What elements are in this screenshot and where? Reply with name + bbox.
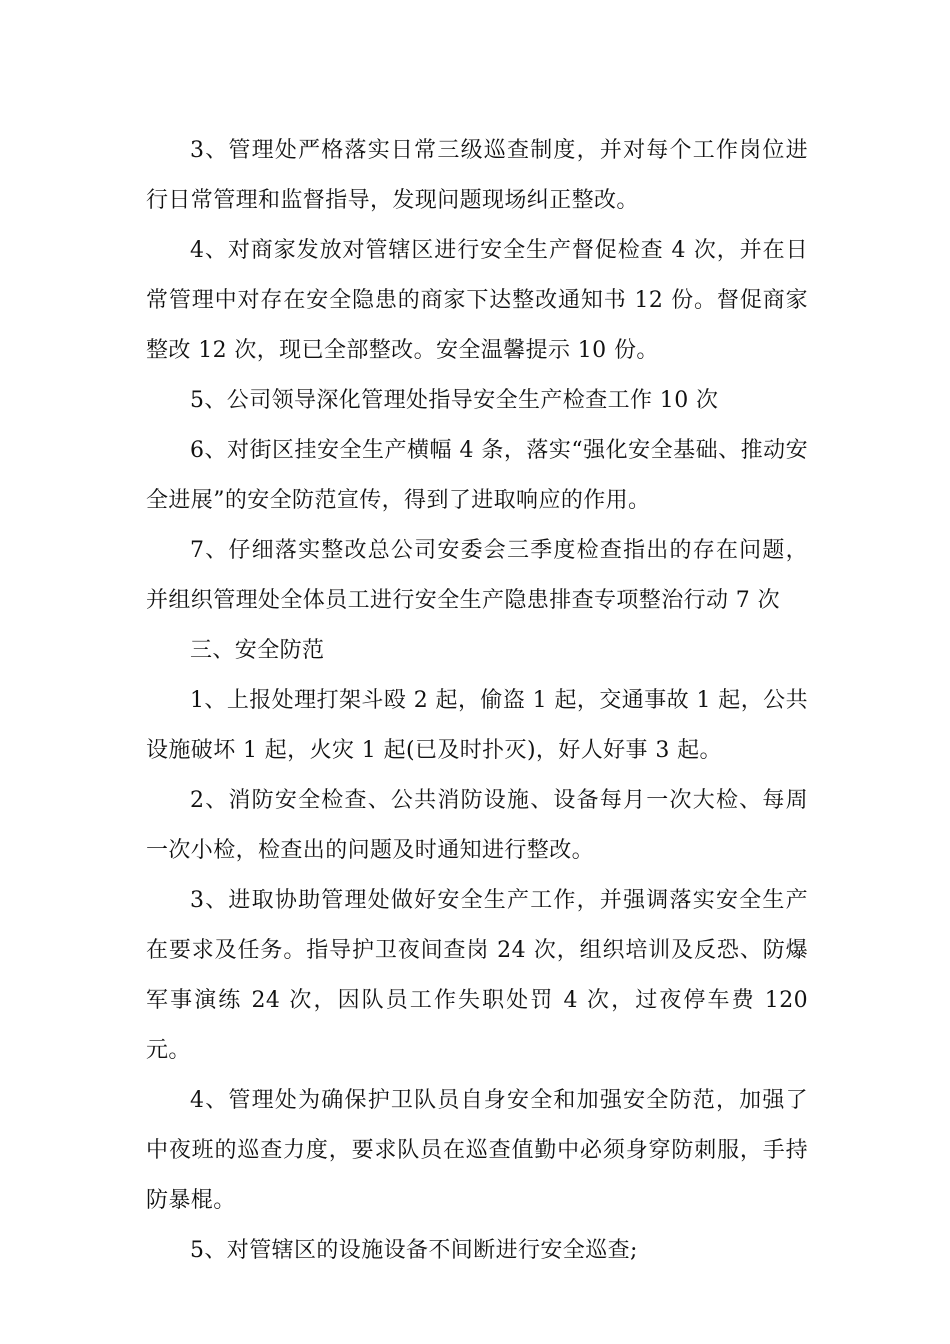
paragraph-leadership-guidance: 5、公司领导深化管理处指导安全生产检查工作 10 次 [190, 388, 719, 413]
paragraph-fire-inspection: 2、消防安全检查、公共消防设施、设备每月一次大检、每周一次小检，检查出的问题及时通知进行整改。 [146, 788, 808, 863]
paragraph-patrol-system: 3、管理处严格落实日常三级巡查制度，并对每个工作岗位进行日常管理和监督指导，发现问题现场纠正整改。 [146, 138, 808, 213]
paragraph-rectification: 7、仔细落实整改总公司安委会三季度检查指出的存在问题，并组织管理处全体员工进行安全生产隐患排查专项整治行动 7 次 [146, 538, 808, 613]
paragraph-incident-report: 1、上报处理打架斗殴 2 起，偷盗 1 起，交通事故 1 起，公共设施破坏 1 起，火灾 1 起(已及时扑灭)，好人好事 3 起。 [146, 688, 808, 763]
paragraph-guard-training: 3、进取协助管理处做好安全生产工作，并强调落实安全生产在要求及任务。指导护卫夜间查岗 24 次，组织培训及反恐、防爆军事演练 24 次，因队员工作失职处罚 4 次，过夜停车费 120 元。 [146, 888, 808, 1063]
paragraph-facility-patrol: 5、对管辖区的设施设备不间断进行安全巡查; [190, 1238, 638, 1263]
paragraph-merchant-inspection: 4、对商家发放对管辖区进行安全生产督促检查 4 次，并在日常管理中对存在安全隐患的商家下达整改通知书 12 份。督促商家整改 12 次，现已全部整改。安全温馨提示 10 份。 [146, 238, 808, 363]
paragraph-banners: 6、对街区挂安全生产横幅 4 条，落实“强化安全基础、推动安全进展”的安全防范宣传，得到了进取响应的作用。 [146, 438, 808, 513]
paragraph-night-patrol: 4、管理处为确保护卫队员自身安全和加强安全防范，加强了中夜班的巡查力度，要求队员在巡查值勤中必须身穿防刺服，手持防暴棍。 [146, 1088, 808, 1213]
document-body [146, 126, 808, 1276]
section-heading-safety-prevention: 三、安全防范 [190, 638, 325, 663]
